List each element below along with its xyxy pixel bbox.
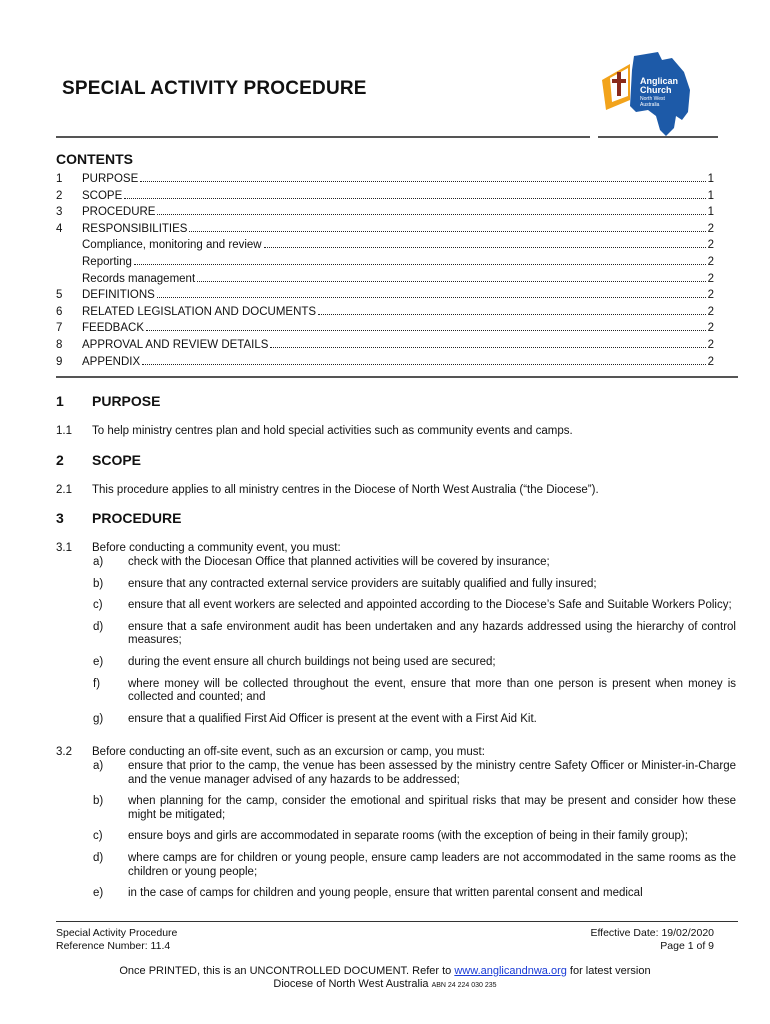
footer-document-name: Special Activity Procedure (56, 927, 178, 939)
uncontrolled-notice: Once PRINTED, this is an UNCONTROLLED DOCUMENT. Refer to (119, 965, 455, 977)
list-item-text: where camps are for children or young people, ensure camp leaders are not accommodated in the same rooms as the children or young people; (128, 851, 736, 878)
list-item (93, 556, 736, 570)
list-item-text: ensure that prior to the camp, the venue has been assessed by the ministry centre Safety Officer or Minister-in-Charge and the venue manager advised of any hazards to be addressed; (128, 760, 736, 786)
toc-leader-dots (157, 214, 705, 215)
section-number: 1 (56, 393, 64, 409)
svg-text:North West: North West (640, 96, 665, 102)
section-number: 3 (56, 510, 64, 526)
toc-page-number: 2 (707, 355, 714, 368)
toc-leader-dots (146, 330, 706, 331)
list-item-text: ensure boys and girls are accommodated in separate rooms (with the exception of being in their family group); (128, 830, 688, 843)
toc-page-number: 2 (707, 239, 714, 252)
toc-page-number: 1 (707, 173, 714, 185)
header-rule (56, 136, 590, 138)
toc-item[interactable] (56, 289, 714, 306)
table-of-contents (56, 173, 714, 372)
list-item-letter: a) (93, 760, 104, 772)
list-item (93, 830, 736, 844)
list-item-letter: d) (93, 851, 104, 864)
toc-label: DEFINITIONS (82, 289, 155, 302)
paragraph-text: Before conducting a community event, you must: (92, 542, 341, 554)
toc-label: Compliance, monitoring and review (82, 239, 262, 252)
list-item-letter: b) (93, 795, 104, 808)
paragraph-number: 1.1 (56, 425, 72, 437)
toc-item[interactable] (56, 306, 714, 323)
toc-leader-dots (140, 181, 705, 182)
toc-number: 4 (56, 222, 63, 235)
footer-note (0, 965, 770, 992)
toc-page-number: 2 (707, 338, 714, 351)
toc-page-number: 2 (707, 289, 714, 302)
paragraph-number: 3.1 (56, 542, 72, 554)
toc-leader-dots (142, 364, 705, 365)
section-heading: PURPOSE (92, 393, 161, 409)
toc-page-number: 1 (707, 206, 714, 219)
section-heading: SCOPE (92, 452, 142, 468)
list-item (93, 656, 736, 670)
toc-label: APPENDIX (82, 355, 141, 368)
toc-label: Records management (82, 272, 196, 285)
page-title: SPECIAL ACTIVITY PROCEDURE (62, 78, 367, 99)
section-heading: PROCEDURE (92, 510, 182, 526)
list-item-letter: d) (93, 620, 104, 633)
section-scope (56, 452, 736, 497)
list-item (93, 621, 736, 648)
list-item (93, 713, 736, 727)
toc-number: 9 (56, 355, 63, 368)
list-item-text: ensure that a qualified First Aid Officer is present at the event with a First Aid Kit. (128, 712, 537, 725)
toc-number: 6 (56, 305, 63, 318)
header-rule-right (598, 136, 718, 138)
toc-item[interactable] (56, 339, 714, 356)
paragraph-text: This procedure applies to all ministry centres in the Diocese of North West Australia (“the Diocese”). (92, 484, 599, 496)
toc-item[interactable] (56, 223, 714, 240)
paragraph-3-1-lead (56, 542, 736, 554)
toc-item[interactable] (56, 173, 714, 190)
toc-item[interactable] (56, 256, 714, 273)
list-item (93, 599, 736, 613)
toc-page-number: 1 (707, 189, 714, 202)
toc-number: 2 (56, 189, 63, 202)
paragraph-text: To help ministry centres plan and hold special activities such as community events and camps. (92, 425, 573, 437)
toc-page-number: 2 (707, 272, 714, 285)
list-item-text: during the event ensure all church buildings not being used are secured; (128, 655, 496, 668)
list-item-letter: c) (93, 599, 103, 612)
toc-number: 3 (56, 206, 63, 219)
list-item (93, 887, 736, 901)
latest-version-text: for latest version (566, 965, 651, 977)
toc-leader-dots (318, 314, 706, 315)
list-item-text: check with the Diocesan Office that planned activities will be covered by insurance; (128, 556, 550, 568)
toc-page-number: 2 (707, 222, 714, 235)
toc-item[interactable] (56, 322, 714, 339)
list-item-text: ensure that a safe environment audit has been undertaken and any hazards addressed using the hierarchy of control measures; (128, 620, 736, 647)
toc-number: 5 (56, 289, 63, 302)
paragraph-3-1-list (93, 556, 736, 726)
toc-label: PROCEDURE (82, 206, 156, 219)
svg-text:Anglican: Anglican (640, 76, 679, 86)
list-item (93, 678, 736, 705)
list-item (93, 852, 736, 879)
footer-page-number: Page 1 of 9 (660, 940, 714, 952)
footer-reference-number: Reference Number: 11.4 (56, 940, 171, 952)
list-item-letter: g) (93, 712, 104, 725)
toc-number: 1 (56, 173, 63, 185)
website-link[interactable]: www.anglicandnwa.org (454, 965, 567, 977)
toc-label: RELATED LEGISLATION AND DOCUMENTS (82, 305, 317, 318)
toc-leader-dots (270, 347, 705, 348)
list-item-text: ensure that any contracted external service providers are suitably qualified and fully insured; (128, 577, 597, 590)
toc-leader-dots (264, 247, 706, 248)
section-procedure (56, 510, 736, 526)
toc-label: RESPONSIBILITIES (82, 222, 188, 235)
toc-leader-dots (157, 297, 706, 298)
footer-right (590, 927, 714, 953)
toc-item[interactable] (56, 356, 714, 373)
svg-text:Australia: Australia (640, 102, 660, 108)
toc-label: FEEDBACK (82, 322, 144, 335)
footer-left (56, 927, 177, 953)
paragraph-3-2-lead (56, 746, 736, 758)
toc-item[interactable] (56, 239, 714, 256)
list-item-letter: b) (93, 577, 104, 590)
list-item-letter: e) (93, 655, 104, 668)
list-item (93, 795, 736, 822)
toc-item[interactable] (56, 190, 714, 207)
toc-leader-dots (189, 231, 705, 232)
list-item-letter: e) (93, 887, 104, 900)
list-item-letter: c) (93, 830, 103, 843)
paragraph-3-2-list (93, 760, 736, 901)
toc-label: SCOPE (82, 189, 123, 202)
diocese-name: Diocese of North West Australia (273, 978, 429, 990)
section-purpose (56, 393, 736, 438)
section-number: 2 (56, 452, 64, 468)
contents-heading: CONTENTS (56, 151, 133, 167)
anglican-church-logo (596, 50, 692, 138)
toc-page-number: 2 (707, 305, 714, 318)
list-item-letter: a) (93, 556, 104, 568)
list-item-letter: f) (93, 677, 101, 690)
list-item (93, 578, 736, 592)
paragraph-text: Before conducting an off-site event, such as an excursion or camp, you must: (92, 746, 485, 758)
list-item (93, 760, 736, 787)
toc-leader-dots (124, 198, 705, 199)
toc-item[interactable] (56, 273, 714, 290)
toc-number: 7 (56, 322, 63, 335)
list-item-text: when planning for the camp, consider the emotional and spiritual risks that may be present and consider how these might be mitigated; (128, 795, 736, 821)
toc-label: Reporting (82, 255, 132, 268)
contents-rule (56, 376, 738, 378)
toc-leader-dots (197, 281, 705, 282)
footer-effective-date: Effective Date: 19/02/2020 (590, 927, 714, 939)
toc-number: 8 (56, 338, 63, 351)
toc-page-number: 2 (707, 255, 714, 268)
abn-number: ABN 24 224 030 235 (431, 982, 497, 989)
list-item-text: where money will be collected throughout the event, ensure that more than one person is present when money is collected and counted; and (128, 677, 736, 704)
footer-rule (56, 921, 738, 922)
toc-item[interactable] (56, 206, 714, 223)
list-item-text: ensure that all event workers are selected and appointed according to the Diocese’s Safe and Suitable Workers Policy; (128, 599, 732, 612)
toc-leader-dots (134, 264, 706, 265)
paragraph-number: 3.2 (56, 746, 72, 758)
toc-page-number: 2 (707, 322, 714, 335)
toc-label: PURPOSE (82, 173, 139, 185)
svg-text:Church: Church (640, 85, 672, 95)
paragraph-number: 2.1 (56, 484, 72, 496)
list-item-text: in the case of camps for children and young people, ensure that written parental consent and medical (128, 887, 643, 900)
toc-label: APPROVAL AND REVIEW DETAILS (82, 338, 269, 351)
